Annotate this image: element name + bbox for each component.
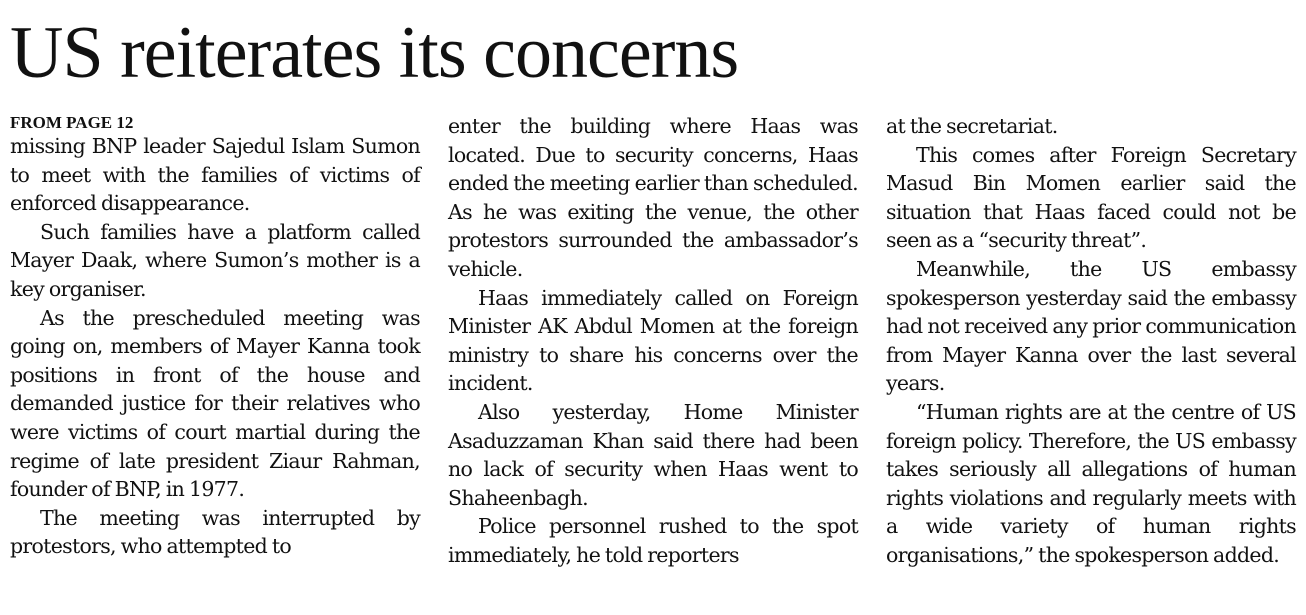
paragraph: Meanwhile, the US embassy spokesperson yesterday said the embassy had not received any prior communication from Mayer Kanna over the last several years. [886,256,1296,396]
article-column-1 [10,112,420,561]
paragraph: Also yesterday, Home Minister Asaduzzaman Khan said there had been no lack of security when Haas went to Shaheenbagh. [448,399,858,510]
paragraph: enter the building where Haas was located. Due to security concerns, Haas ended the meeting earlier than scheduled. As he was exiting the venue, the other protestors surrounded the ambassador’s vehicle. [448,114,858,281]
paragraph: “Human rights are at the centre of US foreign policy. Therefore, the US embassy takes seriously all allegations of human rights violations and regularly meets with a wide variety of human rights organisations,” the spokesperson added. [886,399,1296,567]
paragraph: missing BNP leader Sajedul Islam Sumon to meet with the families of victims of enforced disappearance. [10,134,420,216]
paragraph: The meeting was interrupted by protestors, who attempted to [10,505,420,559]
article-column-2 [448,112,858,570]
paragraph: Haas immediately called on Foreign Minister AK Abdul Momen at the foreign ministry to share his concerns over the incident. [448,285,858,396]
paragraph: Such families have a platform called Mayer Daak, where Sumon’s mother is a key organiser. [10,219,420,301]
paragraph: Police personnel rushed to the spot immediately, he told reporters [448,514,858,567]
continued-from-label: FROM PAGE 12 [10,113,134,132]
paragraph: As the prescheduled meeting was going on, members of Mayer Kanna took positions in front of the house and demanded justice for their relatives who were victims of court martial during the regime of late president Ziaur Rahman, founder of BNP, in 1977. [10,305,420,502]
article-column-3 [886,112,1296,570]
headline: US reiterates its concerns [10,12,739,94]
paragraph: at the secretariat. [886,114,1058,138]
paragraph: This comes after Foreign Secretary Masud Bin Momen earlier said the situation that Haas faced could not be seen as a “security threat”. [886,142,1296,253]
